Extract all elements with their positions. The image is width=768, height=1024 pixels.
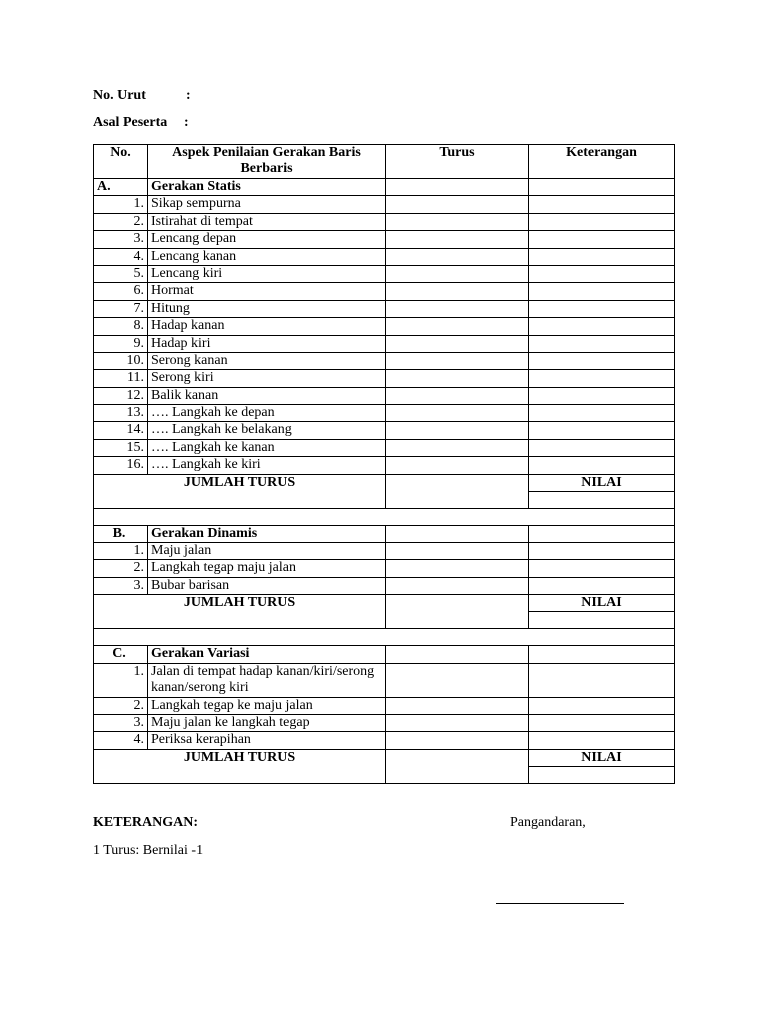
item-aspect: Lencang kanan [148, 248, 386, 265]
item-number: 7. [94, 300, 148, 317]
item-number: 5. [94, 265, 148, 282]
item-aspect: …. Langkah ke belakang [148, 422, 386, 439]
section-letter: B. [94, 525, 148, 542]
table-header-row [94, 145, 675, 179]
section-row [94, 646, 675, 663]
keterangan-cell[interactable] [529, 265, 675, 282]
asal-peserta-field [93, 115, 189, 131]
item-aspect: Maju jalan [148, 543, 386, 560]
item-aspect: Lencang kiri [148, 265, 386, 282]
no-urut-label: No. Urut [93, 88, 146, 103]
keterangan-cell[interactable] [529, 732, 675, 749]
turus-cell[interactable] [386, 196, 529, 213]
keterangan-cell[interactable] [529, 543, 675, 560]
table-row [94, 663, 675, 697]
keterangan-cell[interactable] [529, 196, 675, 213]
turus-cell[interactable] [386, 283, 529, 300]
keterangan-cell[interactable] [529, 525, 675, 542]
nilai-label: NILAI [529, 595, 675, 612]
item-aspect: …. Langkah ke kiri [148, 457, 386, 474]
item-number: 3. [94, 577, 148, 594]
item-number: 1. [94, 196, 148, 213]
place-date: Pangandaran, [510, 815, 586, 830]
table-row [94, 231, 675, 248]
jumlah-turus-row [94, 749, 675, 766]
turus-cell[interactable] [386, 405, 529, 422]
keterangan-cell[interactable] [529, 714, 675, 731]
turus-cell[interactable] [386, 422, 529, 439]
keterangan-cell[interactable] [529, 318, 675, 335]
table-row [94, 577, 675, 594]
keterangan-cell[interactable] [529, 370, 675, 387]
jumlah-turus-value[interactable] [386, 595, 529, 629]
keterangan-cell[interactable] [529, 213, 675, 230]
item-aspect: Serong kiri [148, 370, 386, 387]
turus-cell[interactable] [386, 387, 529, 404]
nilai-label: NILAI [529, 749, 675, 766]
item-number: 1. [94, 663, 148, 697]
item-number: 12. [94, 387, 148, 404]
spacer-cell [94, 508, 675, 525]
jumlah-turus-label: JUMLAH TURUS [94, 474, 386, 508]
turus-cell[interactable] [386, 231, 529, 248]
jumlah-turus-label: JUMLAH TURUS [94, 749, 386, 783]
turus-cell[interactable] [386, 697, 529, 714]
turus-cell[interactable] [386, 318, 529, 335]
keterangan-title: KETERANGAN: [93, 815, 199, 830]
nilai-label: NILAI [529, 474, 675, 491]
jumlah-turus-row [94, 474, 675, 491]
item-aspect: Jalan di tempat hadap kanan/kiri/serong kanan/serong kiri [148, 663, 386, 697]
item-number: 2. [94, 697, 148, 714]
item-number: 13. [94, 405, 148, 422]
turus-cell[interactable] [386, 577, 529, 594]
keterangan-cell[interactable] [529, 663, 675, 697]
table-row [94, 213, 675, 230]
table-row [94, 387, 675, 404]
spacer-cell [94, 629, 675, 646]
table-row [94, 300, 675, 317]
keterangan-cell[interactable] [529, 457, 675, 474]
table-body [94, 179, 675, 784]
table-row [94, 732, 675, 749]
table-row [94, 714, 675, 731]
section-title: Gerakan Statis [148, 179, 386, 196]
item-aspect: Hadap kanan [148, 318, 386, 335]
nilai-value[interactable] [529, 491, 675, 508]
turus-cell[interactable] [386, 300, 529, 317]
item-number: 3. [94, 231, 148, 248]
table-row [94, 352, 675, 369]
item-number: 4. [94, 732, 148, 749]
turus-cell[interactable] [386, 525, 529, 542]
jumlah-turus-label: JUMLAH TURUS [94, 595, 386, 629]
item-number: 10. [94, 352, 148, 369]
item-aspect: Periksa kerapihan [148, 732, 386, 749]
turus-cell[interactable] [386, 179, 529, 196]
table-row [94, 457, 675, 474]
keterangan-cell[interactable] [529, 422, 675, 439]
section-title: Gerakan Variasi [148, 646, 386, 663]
keterangan-cell[interactable] [529, 560, 675, 577]
item-aspect: Bubar barisan [148, 577, 386, 594]
spacer-row [94, 629, 675, 646]
table-row [94, 697, 675, 714]
keterangan-cell[interactable] [529, 697, 675, 714]
table-row [94, 439, 675, 456]
turus-cell[interactable] [386, 439, 529, 456]
table-row [94, 422, 675, 439]
signature-line [496, 903, 624, 904]
jumlah-turus-value[interactable] [386, 749, 529, 783]
jumlah-turus-row [94, 595, 675, 612]
table-row [94, 560, 675, 577]
turus-cell[interactable] [386, 560, 529, 577]
keterangan-cell[interactable] [529, 248, 675, 265]
table-row [94, 265, 675, 282]
item-aspect: …. Langkah ke depan [148, 405, 386, 422]
item-aspect: Sikap sempurna [148, 196, 386, 213]
turus-cell[interactable] [386, 663, 529, 697]
item-number: 16. [94, 457, 148, 474]
assessment-table [93, 144, 675, 784]
asal-peserta-colon: : [184, 115, 189, 130]
table-row [94, 283, 675, 300]
keterangan-cell[interactable] [529, 405, 675, 422]
col-header-keterangan: Keterangan [529, 145, 675, 179]
keterangan-cell[interactable] [529, 646, 675, 663]
keterangan-cell[interactable] [529, 283, 675, 300]
item-number: 8. [94, 318, 148, 335]
nilai-value[interactable] [529, 612, 675, 629]
item-number: 6. [94, 283, 148, 300]
table-row [94, 318, 675, 335]
col-header-no: No. [94, 145, 148, 179]
keterangan-cell[interactable] [529, 439, 675, 456]
item-number: 3. [94, 714, 148, 731]
item-aspect: Istirahat di tempat [148, 213, 386, 230]
table-row [94, 405, 675, 422]
turus-cell[interactable] [386, 370, 529, 387]
item-aspect: Langkah tegap maju jalan [148, 560, 386, 577]
item-aspect: Hormat [148, 283, 386, 300]
table-row [94, 335, 675, 352]
table-row [94, 370, 675, 387]
item-aspect: Serong kanan [148, 352, 386, 369]
keterangan-cell[interactable] [529, 577, 675, 594]
item-aspect: Langkah tegap ke maju jalan [148, 697, 386, 714]
item-aspect: Balik kanan [148, 387, 386, 404]
nilai-value[interactable] [529, 766, 675, 783]
spacer-row [94, 508, 675, 525]
item-number: 1. [94, 543, 148, 560]
section-row [94, 525, 675, 542]
keterangan-cell[interactable] [529, 387, 675, 404]
section-letter: C. [94, 646, 148, 663]
turus-cell[interactable] [386, 646, 529, 663]
item-number: 2. [94, 560, 148, 577]
keterangan-cell[interactable] [529, 300, 675, 317]
turus-cell[interactable] [386, 732, 529, 749]
turus-cell[interactable] [386, 352, 529, 369]
table-row [94, 196, 675, 213]
turus-cell[interactable] [386, 543, 529, 560]
keterangan-text: 1 Turus: Bernilai -1 [93, 843, 204, 858]
item-aspect: Lencang depan [148, 231, 386, 248]
col-header-aspek: Aspek Penilaian Gerakan Baris Berbaris [148, 145, 386, 179]
table-row [94, 543, 675, 560]
turus-cell[interactable] [386, 335, 529, 352]
turus-cell[interactable] [386, 714, 529, 731]
col-header-turus: Turus [386, 145, 529, 179]
item-aspect: Maju jalan ke langkah tegap [148, 714, 386, 731]
no-urut-field [93, 88, 191, 104]
item-number: 2. [94, 213, 148, 230]
item-number: 14. [94, 422, 148, 439]
keterangan-cell[interactable] [529, 179, 675, 196]
item-aspect: Hitung [148, 300, 386, 317]
table-row [94, 248, 675, 265]
jumlah-turus-value[interactable] [386, 474, 529, 508]
keterangan-cell[interactable] [529, 352, 675, 369]
item-aspect: …. Langkah ke kanan [148, 439, 386, 456]
asal-peserta-label: Asal Peserta [93, 115, 168, 130]
section-letter: A. [94, 179, 148, 196]
section-row [94, 179, 675, 196]
item-number: 15. [94, 439, 148, 456]
section-title: Gerakan Dinamis [148, 525, 386, 542]
turus-cell[interactable] [386, 457, 529, 474]
keterangan-cell[interactable] [529, 231, 675, 248]
turus-cell[interactable] [386, 265, 529, 282]
item-number: 9. [94, 335, 148, 352]
no-urut-colon: : [186, 88, 191, 103]
keterangan-cell[interactable] [529, 335, 675, 352]
item-aspect: Hadap kiri [148, 335, 386, 352]
item-number: 4. [94, 248, 148, 265]
turus-cell[interactable] [386, 248, 529, 265]
turus-cell[interactable] [386, 213, 529, 230]
item-number: 11. [94, 370, 148, 387]
